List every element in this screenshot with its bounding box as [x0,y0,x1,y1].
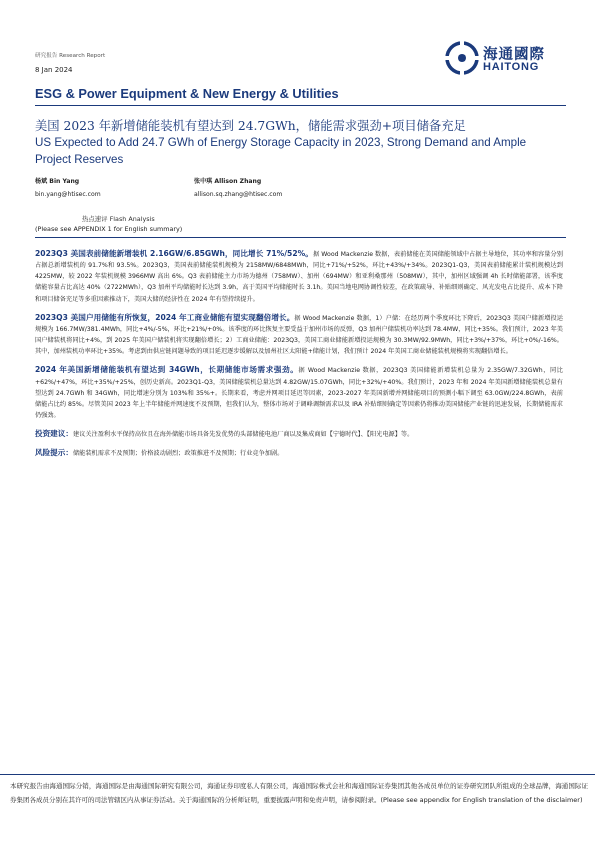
paragraph-text: 据 Wood Mackenzie 数据，1）户储：在经历两个季度环比下降后，2023Q3 美国户储新增投运规模为 166.7MW/381.4MWh，同比+4%/-5%，环比+21%/+0%。该季度的环比恢复主要受益于加州市场的反弹，Q3 加州户储装机功率达到 78.4MW，同比+35%。我们预计，2023 年美国户储装机将同比+4%，到 2025 年美国户储装机将实现翻倍增长；2）工商业储能：2023Q3，美国工商业储能新增投运规模为 30.3MW/92.9MWh，同比+3%/+37%，环比+0%/-16%。其中，加州装机功率环比+35%。考虑到由供应链问题导致的项目延迟逐步缓解以及加州社区太阳能+储能计划，我们预计 2024 年美国工商业储能装机规模将实现翻倍增长。 [35,314,563,356]
logo-name-en: HAITONG [483,61,540,73]
author-email[interactable]: bin.yang@htisec.com [35,191,101,198]
risk-lead: 风险提示： [35,448,73,458]
investment-advice [35,428,563,440]
paragraph-lead: 投资建议： [35,429,73,439]
paragraph-text: 据 Wood Mackenzie 数据，表前储能在美国储能领域中占据主导地位，其功率和容量分别占据总新增装机的 91.7%和 93.5%。2023Q3，美国表前储能装机规模为 2158MW/6848MWh，同比+71%/+52%，环比+43%/+34%。2023Q1-Q3，美国表前储能累计装机规模达到 4225MW，较 2022 年装机规模 3966MW 高出 6%。Q3 表前储能主力市场为德州（758MW）、加州（694MW）和亚利桑那州（508MW），其中，加州区域强调 4h 长时储能部署，该季度储能容量占比高达 40%（2722MWh），Q3 加州平均储能时长达到 3.9h，高于美国平均储能时长 3.1h。美国当地电网协调性较差，在政策疏导、补贴细则确定、风光发电占比提升、成本下降和项目储备充足等多重因素推动下，美国大储的经济性在 2024 年有望持续提升。 [35,251,563,303]
paragraph-lead: 2024 年美国新增储能装机有望达到 34GWh，长期储能市场需求强劲。 [35,365,299,375]
report-date: 8 Jan 2024 [35,66,73,74]
report-type: 研究报告 Research Report [35,53,106,59]
report-title-cn: 美国 2023 年新增储能装机有望达到 24.7GWh，储能需求强劲+项目储备充足 [35,119,466,133]
paragraph-lead: 2023Q3 美国户用储能有所恢复，2024 年工商业储能有望实现翻倍增长。 [35,312,295,322]
report-body [35,248,563,469]
paragraph-text: 据 Wood Mackenzie 数据，2023Q3 美国储能新增装机总量为 2.35GW/7.32GWh，同比+62%/+47%，环比+35%/+25%，创历史新高。2023Q1-Q3，美国储能装机总量达到 4.82GW/15.07GWh，同比+32%/+40%。我们预计，2023 年和 2024 年美国新增储能装机总量有望达到 24.7GWh 和 34GWh，同比增速分别为 103%和 35%+。长期来看，考虑并网项目延迟等因素，2023-2027 年美国新增并网储能项目的预测小幅下调至 63.0GW/224.8GWh，表前储能占比约 85%。尽管美国 2023 年上半年储能并网速度不及预期，但我们认为，整体市场对于调峰调频需求以及 IRA 补贴细则确定等因素仍将推动美国储能产业链的迅速发展，长期储能需求仍强劲。 [35,367,563,420]
author-card [35,175,101,201]
risk-text: 储能装机需求不及预期；价格波动剧烈；政策推进不及预期；行业竞争加剧。 [72,450,284,458]
paragraph [35,312,563,358]
sector-heading: ESG & Power Equipment & New Energy & Utilities [35,86,339,101]
author-name: 张中琪 Allison Zhang [194,178,262,185]
appendix-note: (Please see APPENDIX 1 for English summary) [35,225,183,233]
author-name: 杨斌 Bin Yang [35,178,80,185]
flash-analysis-label: 热点速评 Flash Analysis [82,215,155,223]
disclaimer: 本研究报告由海通国际分销，海通国际是由海通国际研究有限公司，海通证券印度私人有限公司，海通国际株式会社和海通国际证券集团其他各成员单位的证券研究团队所组成的全球品牌，海通国际证券集团各成员分别在其许可的司法管辖区内从事证券活动。关于海通国际的分析师证明，重要披露声明和免责声明，请参阅附录。(Please see appendix for English translation of the disclaimer) [10,782,588,804]
paragraph [35,248,563,305]
haitong-logo-icon [445,41,479,75]
paragraph-lead: 2023Q3 美国表前储能新增装机 2.16GW/6.85GWh，同比增长 71%/52%。 [35,249,313,258]
header-divider [35,105,566,106]
risk-warning [35,447,563,459]
section-divider [35,237,566,238]
paragraph-text: 建议关注盈利水平保持高位且在海外储能市场具备先发优势的头部储能电池厂商以及集成商如【宁德时代】、【阳光电源】等。 [72,431,414,439]
author-email[interactable]: allison.sq.zhang@htisec.com [194,191,283,198]
logo-name-cn: 海通國際 [483,47,545,63]
author-card [194,175,282,201]
footer-divider [0,774,595,775]
paragraph [35,364,563,421]
haitong-logo [445,40,565,76]
report-title-en: US Expected to Add 24.7 GWh of Energy Storage Capacity in 2023, Strong Demand and Ample Project Reserves [35,136,527,166]
